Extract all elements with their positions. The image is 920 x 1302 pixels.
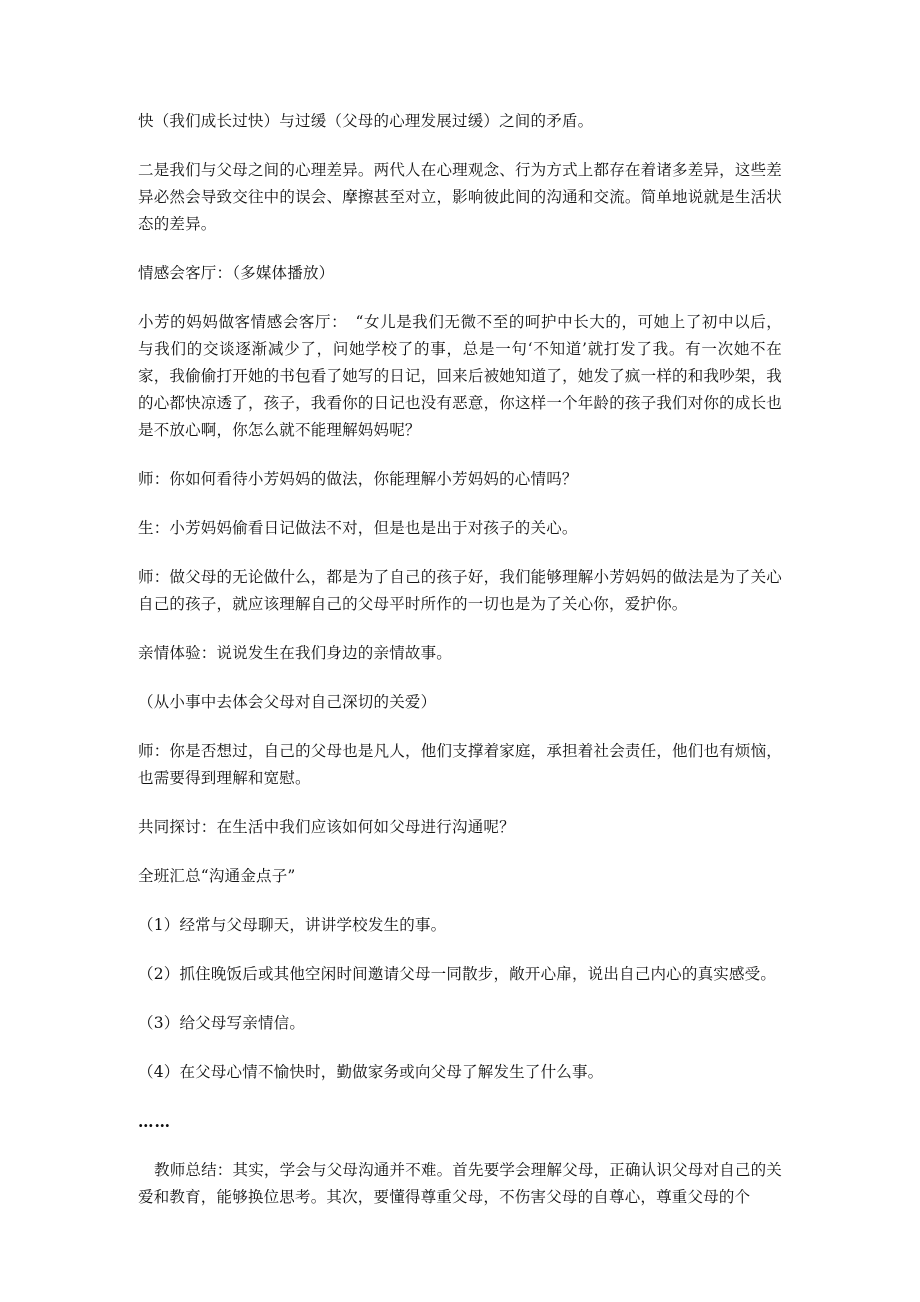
list-item-idea-2: （2）抓住晚饭后或其他空闲时间邀请父母一同散步，敞开心扉，说出自己内心的真实感受。 xyxy=(138,965,777,983)
paragraph-mother-story: 小芳的妈妈做客情感会客厅： “女儿是我们无微不至的呵护中长大的，可她上了初中以后，与我们的交谈逐渐减少了，问她学校了的事，总是一句‘不知道’就打发了我。有一次她不在家，我偷偷打开她的书包看了她写的日记，回来后被她知道了，她发了疯一样的和我吵架，我的心都快凉透了，孩子，我看你的日记也没有恶意，你这样一个年龄的孩子我们对你的成长也是不放心啊，你怎么就不能理解妈妈呢？ xyxy=(138,313,782,439)
paragraph-golden-ideas-heading: 全班汇总“沟通金点子” xyxy=(138,867,296,885)
list-item-idea-1: （1）经常与父母聊天，讲讲学校发生的事。 xyxy=(138,916,447,934)
ellipsis-marker: …… xyxy=(138,1112,171,1131)
paragraph-teacher-reflection: 师：你是否想过，自己的父母也是凡人，他们支撑着家庭，承担着社会责任，他们也有烦恼，也需要得到理解和宽慰。 xyxy=(138,742,782,787)
paragraph-emotion-lounge-heading: 情感会客厅：（多媒体播放） xyxy=(138,264,335,282)
paragraph-contradiction-end: 快（我们成长过快）与过缓（父母的心理发展过缓）之间的矛盾。 xyxy=(138,112,594,130)
paragraph-psychological-difference: 二是我们与父母之间的心理差异。两代人在心理观念、行为方式上都存在着诸多差异，这些差异必然会导致交往中的误会、摩擦甚至对立，影响彼此间的沟通和交流。简单地说就是生活状态的差异。 xyxy=(138,161,782,233)
document-page xyxy=(138,108,782,1233)
paragraph-family-experience: 亲情体验：说说发生在我们身边的亲情故事。 xyxy=(138,644,453,662)
paragraph-small-things-note: （从小事中去体会父母对自己深切的关爱） xyxy=(138,693,437,711)
paragraph-discussion-question: 共同探讨：在生活中我们应该如何如父母进行沟通呢？ xyxy=(138,818,515,836)
paragraph-student-answer: 生：小芳妈妈偷看日记做法不对，但是也是出于对孩子的关心。 xyxy=(138,519,578,537)
list-item-idea-3: （3）给父母写亲情信。 xyxy=(138,1014,306,1032)
list-item-idea-4: （4）在父母心情不愉快时，勤做家务或向父母了解发生了什么事。 xyxy=(138,1063,604,1081)
paragraph-teacher-summary: 教师总结：其实，学会与父母沟通并不难。首先要学会理解父母，正确认识父母对自己的关爱和教育，能够换位思考。其次，要懂得尊重父母，不伤害父母的自尊心，尊重父母的个 xyxy=(138,1161,783,1206)
paragraph-teacher-question: 师：你如何看待小芳妈妈的做法，你能理解小芳妈妈的心情吗？ xyxy=(138,470,578,488)
paragraph-teacher-comment: 师：做父母的无论做什么，都是为了自己的孩子好，我们能够理解小芳妈妈的做法是为了关心自己的孩子，就应该理解自己的父母平时所作的一切也是为了关心你，爱护你。 xyxy=(138,568,782,613)
